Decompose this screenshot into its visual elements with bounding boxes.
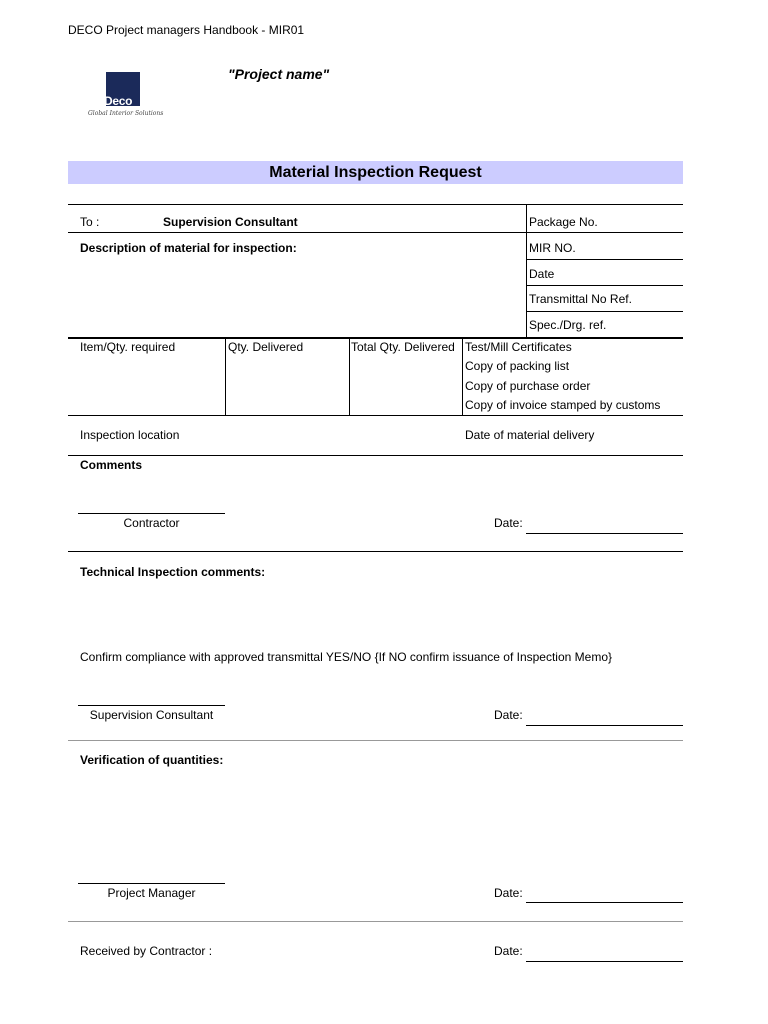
section-divider: [68, 740, 683, 741]
date-line: [526, 961, 683, 962]
right-col-divider: [526, 311, 683, 312]
column-divider: [462, 337, 463, 415]
doc-item: Copy of packing list: [465, 359, 570, 373]
right-col-divider: [526, 285, 683, 286]
row-divider: [68, 455, 683, 456]
description-label: Description of material for inspection:: [80, 241, 297, 255]
row-divider: [68, 232, 683, 233]
column-divider: [349, 337, 350, 415]
item-qty-label: Item/Qty. required: [80, 340, 176, 354]
row-divider: [68, 415, 683, 416]
section-divider: [68, 921, 683, 922]
date-line: [526, 902, 683, 903]
date-line: [526, 725, 683, 726]
column-divider: [526, 204, 527, 338]
technical-comments-label: Technical Inspection comments:: [80, 565, 266, 579]
package-no-label: Package No.: [529, 215, 598, 229]
doc-item: Test/Mill Certificates: [465, 340, 572, 354]
mir-no-label: MIR NO.: [529, 241, 576, 255]
received-by-label: Received by Contractor :: [80, 944, 213, 958]
supervision-consultant-label: Supervision Consultant: [89, 708, 214, 722]
project-manager-label: Project Manager: [107, 886, 196, 900]
date-line: [526, 533, 683, 534]
date-label: Date:: [494, 886, 523, 900]
total-qty-label: Total Qty. Delivered: [351, 340, 455, 354]
date-label: Date: [529, 267, 555, 281]
handbook-header: DECO Project managers Handbook - MIR01: [68, 23, 305, 37]
to-label: To :: [80, 215, 100, 229]
project-name: "Project name": [228, 66, 330, 82]
qty-delivered-label: Qty. Delivered: [228, 340, 304, 354]
date-label: Date:: [494, 516, 523, 530]
signature-line: [78, 513, 225, 514]
date-label: Date:: [494, 708, 523, 722]
table-top-border: [68, 204, 683, 205]
section-divider: [68, 551, 683, 552]
doc-item: Copy of invoice stamped by customs: [465, 398, 661, 412]
form-title: Material Inspection Request: [269, 164, 482, 181]
verification-label: Verification of quantities:: [80, 753, 224, 767]
contractor-label: Contractor: [123, 516, 180, 530]
date-label: Date:: [494, 944, 523, 958]
signature-line: [78, 705, 225, 706]
doc-item: Copy of purchase order: [465, 379, 591, 393]
logo-tagline: Global Interior Solutions: [88, 110, 164, 117]
compliance-text: Confirm compliance with approved transmittal YES/NO {If NO confirm issuance of Inspection Memo}: [80, 650, 613, 664]
right-col-divider: [526, 259, 683, 260]
spec-drg-ref-label: Spec./Drg. ref.: [529, 318, 607, 332]
transmittal-ref-label: Transmittal No Ref.: [529, 292, 632, 306]
logo-word: Deco: [104, 94, 133, 108]
column-divider: [225, 337, 226, 415]
comments-label: Comments: [80, 458, 143, 472]
signature-line: [78, 883, 225, 884]
to-value: Supervision Consultant: [163, 215, 298, 229]
inspection-location-label: Inspection location: [80, 428, 180, 442]
row-divider: [68, 337, 683, 339]
delivery-date-label: Date of material delivery: [465, 428, 595, 442]
